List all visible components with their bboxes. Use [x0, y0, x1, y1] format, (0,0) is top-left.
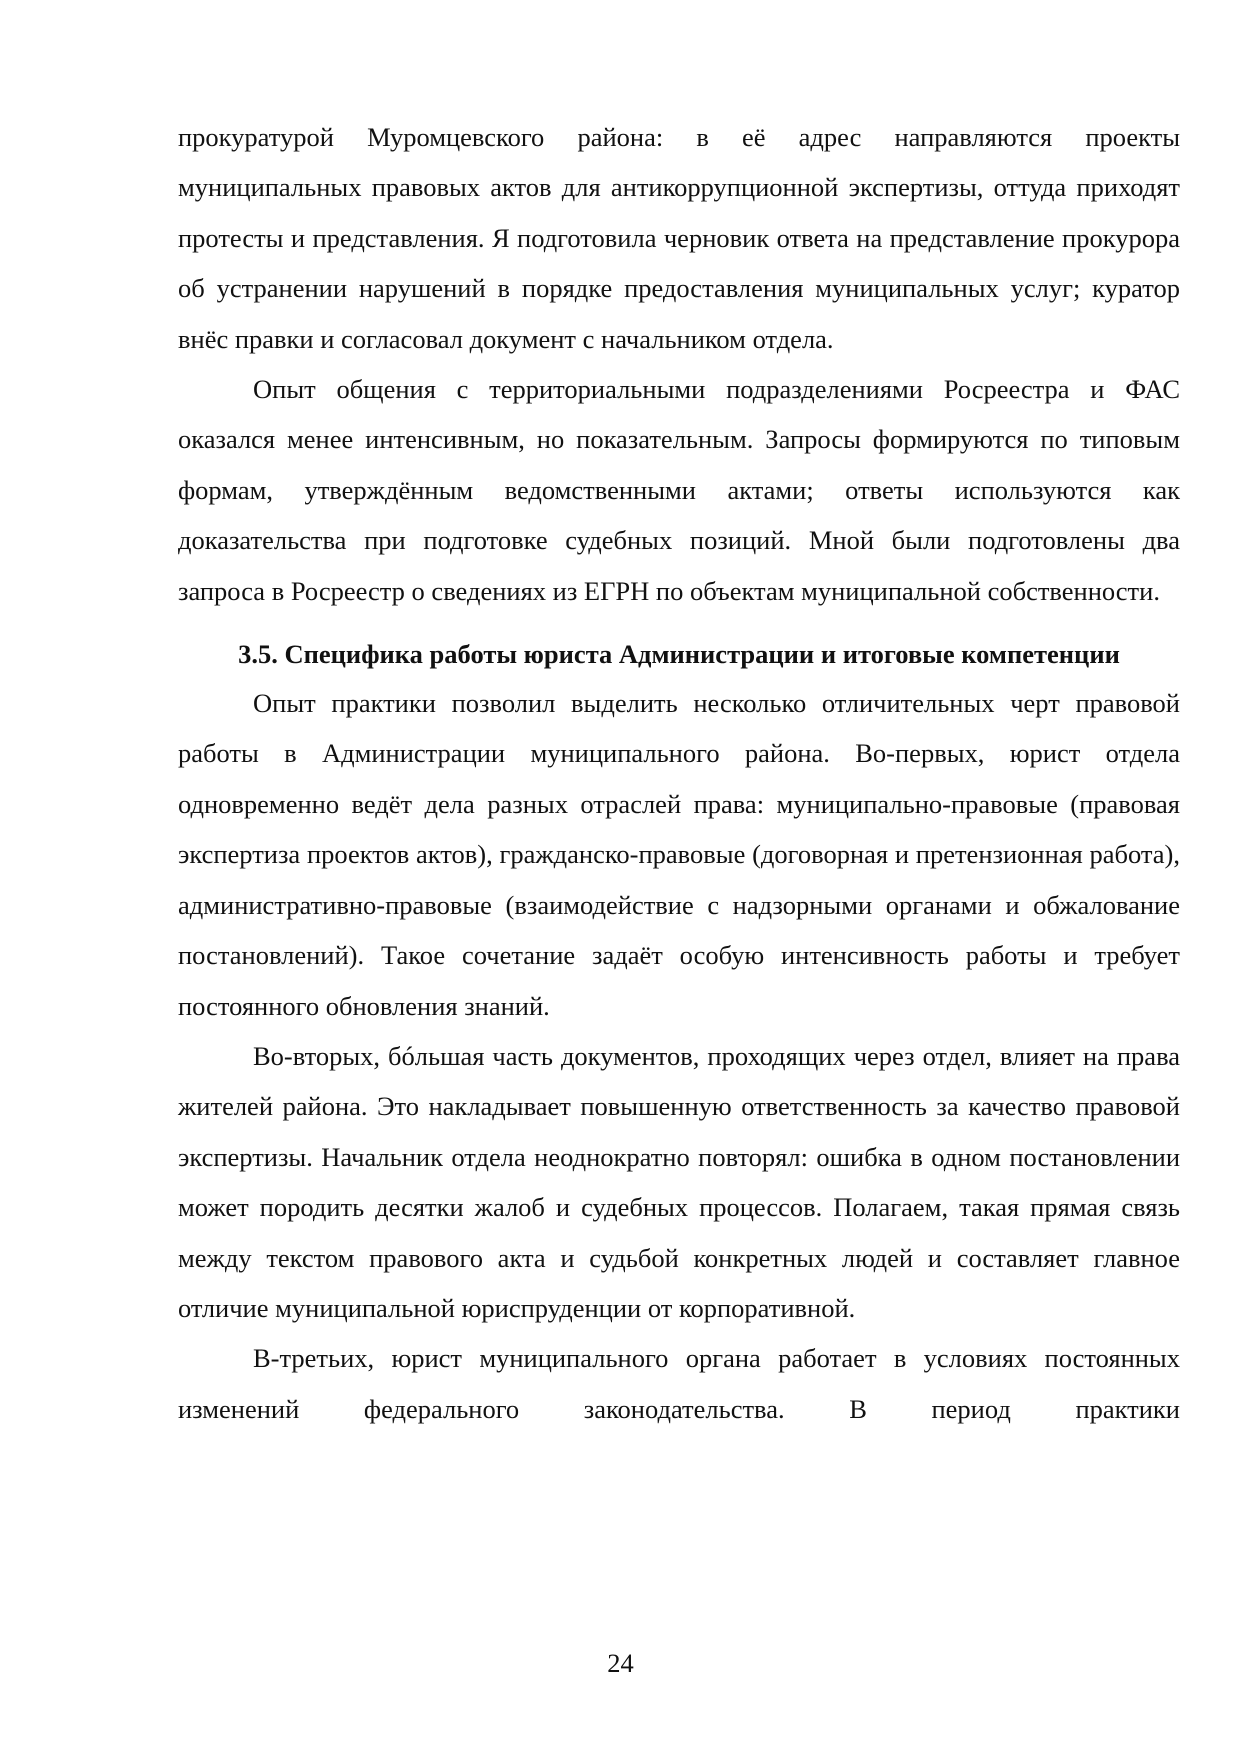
- section-heading: 3.5. Специфика работы юриста Администрации и итоговые компетенции: [238, 639, 1120, 670]
- paragraph-rosreestr-fas: Опыт общения с территориальными подразделениями Росреестра и ФАС оказался менее интенсивным, но показательным. Запросы формируются по типовым формам, утверждённым ведомственными актами; ответы используются как доказательства при подготовке судебных позиций. Мной были подготовлены два запроса в Росреестр о сведениях из ЕГРН по объектам муниципальной собственности.: [178, 374, 1180, 606]
- page-number: 24: [607, 1648, 634, 1678]
- body-text: [178, 112, 1180, 1434]
- paragraph-first-feature: Опыт практики позволил выделить несколько отличительных черт правовой работы в Администрации муниципального района. Во-первых, юрист отдела одновременно ведёт дела разных отраслей права: муниципально-правовые (правовая экспертиза проектов актов), гражданско-правовые (договорная и претензионная работа), административно-правовые (взаимодействие с надзорными органами и обжалование постановлений). Такое сочетание задаёт особую интенсивность работы и требует постоянного обновления знаний.: [178, 688, 1180, 1021]
- paragraph-second-feature: Во-вторых, бóльшая часть документов, проходящих через отдел, влияет на права жителей района. Это накладывает повышенную ответственность за качество правовой экспертизы. Начальник отдела неоднократно повторял: ошибка в одном постановлении может породить десятки жалоб и судебных процессов. Полагаем, такая прямая связь между текстом правового акта и судьбой конкретных людей и составляет главное отличие муниципальной юриспруденции от корпоративной.: [178, 1040, 1180, 1323]
- paragraph-third-feature: В-третьих, юрист муниципального органа работает в условиях постоянных изменений федерального законодательства. В период практики: [178, 1343, 1180, 1424]
- paragraph-prosecutor-continuation: прокуратурой Муромцевского района: в её адрес направляются проекты муниципальных правовых актов для антикоррупционной экспертизы, оттуда приходят протесты и представления. Я подготовила черновик ответа на представление прокурора об устранении нарушений в порядке предоставления муниципальных услуг; куратор внёс правки и согласовал документ с начальником отдела.: [178, 122, 1180, 354]
